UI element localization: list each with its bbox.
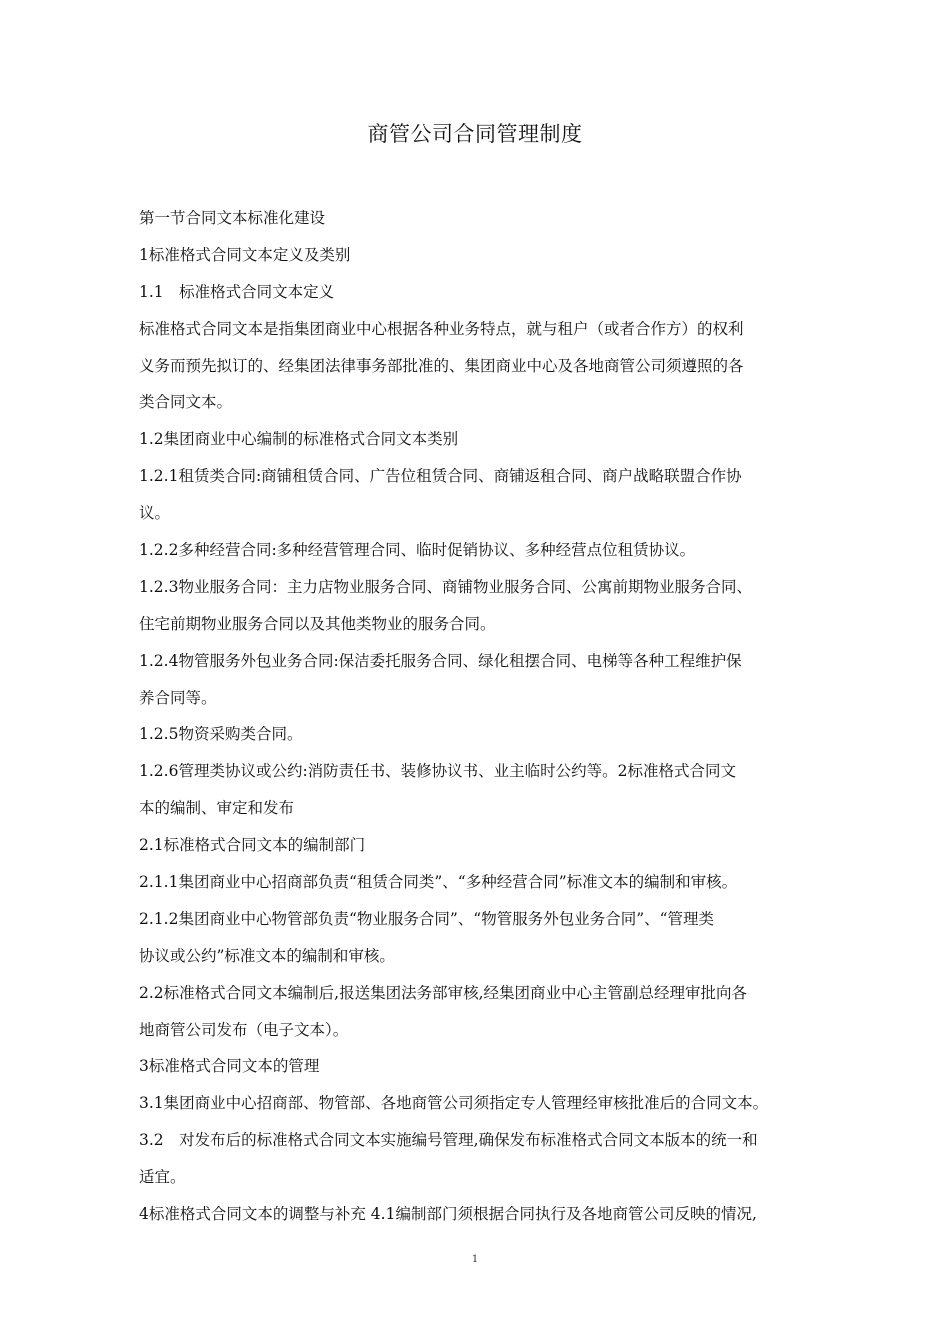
text-line: 1.2.3物业服务合同：主力店物业服务合同、商铺物业服务合同、公寓前期物业服务合同、 [139,577,752,596]
text-line: 1.2.1租赁类合同:商铺租赁合同、广告位租赁合同、商铺返租合同、商户战略联盟合作协 [139,467,742,486]
text-line: 协议或公约”标准文本的编制和审核。 [139,946,395,965]
text-line: 议。 [139,504,171,523]
text-line: 2.1.1集团商业中心招商部负责“租赁合同类”、“多种经营合同”标准文本的编制和审核。 [139,873,738,892]
text-line: 1标准格式合同文本定义及类别 [139,245,351,264]
text-line: 3标准格式合同文本的管理 [139,1057,320,1076]
text-line: 4标准格式合同文本的调整与补充 4.1编制部门须根据合同执行及各地商管公司反映的情况, [139,1205,757,1224]
text-line: 住宅前期物业服务合同以及其他类物业的服务合同。 [139,614,496,633]
document-title: 商管公司合同管理制度 [367,122,583,146]
text-line: 3.1集团商业中心招商部、物管部、各地商管公司须指定专人管理经审核批准后的合同文本。 [139,1094,769,1113]
text-line: 1.2.6管理类协议或公约:消防责任书、装修协议书、业主临时公约等。2标准格式合同文 [139,762,737,781]
text-line: 本的编制、审定和发布 [139,799,295,818]
document-body [139,200,829,1233]
text-line: 养合同等。 [139,688,217,707]
text-line: 1.2.4物管服务外包业务合同:保洁委托服务合同、绿化租摆合同、电梯等各种工程维护保 [139,651,742,670]
text-line: 2.2标准格式合同文本编制后,报送集团法务部审核,经集团商业中心主管副总经理审批向各 [139,983,748,1002]
text-line: 适宜。 [139,1168,186,1187]
text-line: 第一节合同文本标准化建设 [139,209,326,227]
text-line: 1.1 标准格式合同文本定义 [139,282,335,301]
text-line: 2.1.2集团商业中心物管部负责“物业服务合同”、“物管服务外包业务合同”、“管理类 [139,909,715,928]
text-line: 1.2集团商业中心编制的标准格式合同文本类别 [139,430,459,449]
text-line: 2.1标准格式合同文本的编制部门 [139,836,366,855]
text-line: 标准格式合同文本是指集团商业中心根据各种业务特点，就与租户（或者合作方）的权利 [139,319,744,338]
text-line: 1.2.2多种经营合同:多种经营管理合同、临时促销协议、多种经营点位租赁协议。 [139,541,696,560]
text-line: 1.2.5物资采购类合同。 [139,725,303,744]
text-line: 类合同文本。 [139,393,233,412]
text-line: 地商管公司发布（电子文本）。 [139,1020,349,1039]
text-line: 义务而预先拟订的、经集团法律事务部批准的、集团商业中心及各地商管公司须遵照的各 [139,356,744,375]
text-line: 3.2 对发布后的标准格式合同文本实施编号管理,确保发布标准格式合同文本版本的统一和 [139,1131,758,1150]
page-number: 1 [471,1254,479,1265]
